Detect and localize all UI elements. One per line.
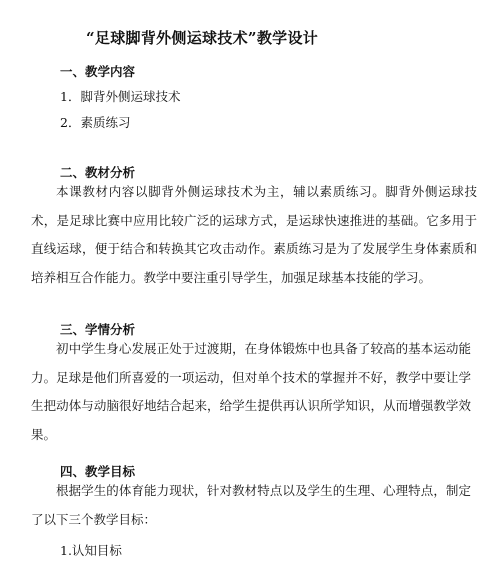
document-title: “足球脚背外侧运球技术”教学设计 bbox=[86, 29, 319, 47]
paragraph-student-analysis: 初中学生身心发展正处于过渡期，在身体锻炼中也具备了较高的基本运动能力。足球是他们所喜爱的一项运动，但对单个技术的掌握并不好，教学中要让学生把动体与动脑很好地结合起来，给学生提供再认识所学知识，从而增强教学效果。 bbox=[31, 341, 471, 442]
paragraph-teaching-goals: 根据学生的体育能力现状，针对教材特点以及学生的生理、心理特点，制定了以下三个教学目标： bbox=[31, 483, 471, 527]
subitem-cognitive-goal: 1.认知目标 bbox=[60, 543, 122, 558]
section-heading-teaching-goals: 四、教学目标 bbox=[60, 464, 136, 479]
section-heading-textbook-analysis: 二、教材分析 bbox=[60, 165, 136, 180]
section-heading-student-analysis: 三、学情分析 bbox=[60, 322, 136, 337]
list-item: 2．素质练习 bbox=[60, 115, 131, 130]
paragraph-textbook-analysis: 本课教材内容以脚背外侧运球技术为主，辅以素质练习。脚背外侧运球技术，是足球比赛中应用比较广泛的运球方式，是运球快速推进的基础。它多用于直线运球，便于结合和转换其它攻击动作。素质练习是为了发展学生身体素质和培养相互合作能力。教学中要注重引导学生，加强足球基本技能的学习。 bbox=[31, 184, 477, 285]
section-heading-content: 一、教学内容 bbox=[60, 64, 136, 79]
list-item: 1．脚背外侧运球技术 bbox=[60, 89, 181, 104]
